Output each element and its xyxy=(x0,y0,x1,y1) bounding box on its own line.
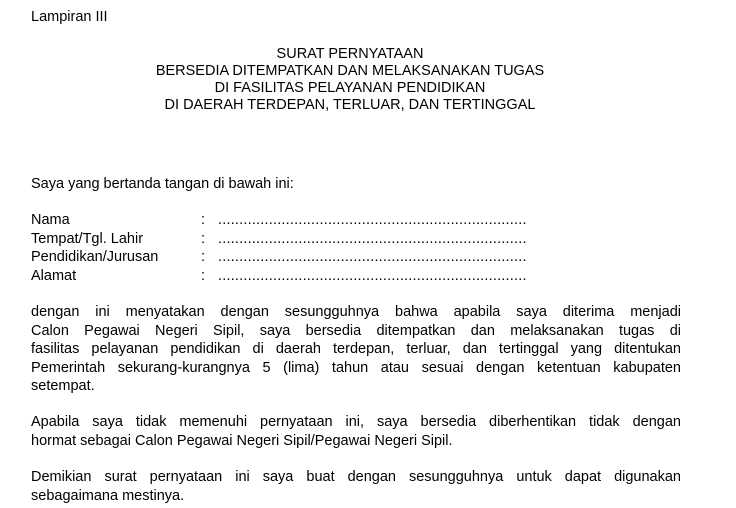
paragraph-line: setempat. xyxy=(31,378,95,394)
field-education xyxy=(31,249,571,268)
field-colon: : xyxy=(201,249,206,265)
field-label: Nama xyxy=(31,212,70,228)
title-line-4: DI DAERAH TERDEPAN, TERLUAR, DAN TERTINGGAL xyxy=(164,97,536,113)
title-line-1: SURAT PERNYATAAN xyxy=(276,46,424,62)
title-line-2: BERSEDIA DITEMPATKAN DAN MELAKSANAKAN TUGAS xyxy=(155,63,545,79)
paragraph-line: Apabila saya tidak memenuhi pernyataan ini, saya bersedia diberhentikan tidak dengan xyxy=(31,414,681,430)
identity-fields xyxy=(31,212,571,286)
field-label: Alamat xyxy=(31,267,77,284)
paragraph-line: Pemerintah sekurang-kurangnya 5 (lima) tahun atau sesuai dengan ketentuan kabupaten xyxy=(31,359,681,376)
statement-paragraph xyxy=(31,303,681,396)
field-address xyxy=(31,268,571,287)
paragraph-line: dengan ini menyatakan dengan sesungguhnya bahwa apabila saya diterima menjadi xyxy=(31,304,681,320)
consequence-paragraph xyxy=(31,413,681,450)
paragraph-line: sebagaimana mestinya. xyxy=(31,487,185,504)
field-blank: ......................................................................... xyxy=(218,267,527,284)
intro-text: Saya yang bertanda tangan di bawah ini: xyxy=(31,176,294,192)
field-blank: ......................................................................... xyxy=(218,230,527,247)
title-line-3: DI FASILITAS PELAYANAN PENDIDIKAN xyxy=(214,80,486,96)
field-colon: : xyxy=(201,212,206,228)
paragraph-line: hormat sebagai Calon Pegawai Negeri Sipil/Pegawai Negeri Sipil. xyxy=(31,432,453,449)
closing-paragraph xyxy=(31,468,681,505)
field-label: Pendidikan/Jurusan xyxy=(31,249,159,265)
field-blank: ......................................................................... xyxy=(218,212,527,228)
field-name xyxy=(31,212,571,231)
paragraph-line: fasilitas pelayanan pendidikan di daerah terdepan, terluar, dan tertinggal yang ditentukan xyxy=(31,341,681,357)
paragraph-line: Calon Pegawai Negeri Sipil, saya bersedia ditempatkan dan melaksanakan tugas di xyxy=(31,322,681,339)
field-label: Tempat/Tgl. Lahir xyxy=(31,230,144,247)
attachment-label: Lampiran III xyxy=(31,9,108,25)
field-birth xyxy=(31,231,571,250)
field-blank: ......................................................................... xyxy=(218,249,527,265)
paragraph-line: Demikian surat pernyataan ini saya buat dengan sesungguhnya untuk dapat digunakan xyxy=(31,469,681,485)
field-colon: : xyxy=(201,267,206,284)
document-title xyxy=(0,46,700,114)
field-colon: : xyxy=(201,230,206,247)
